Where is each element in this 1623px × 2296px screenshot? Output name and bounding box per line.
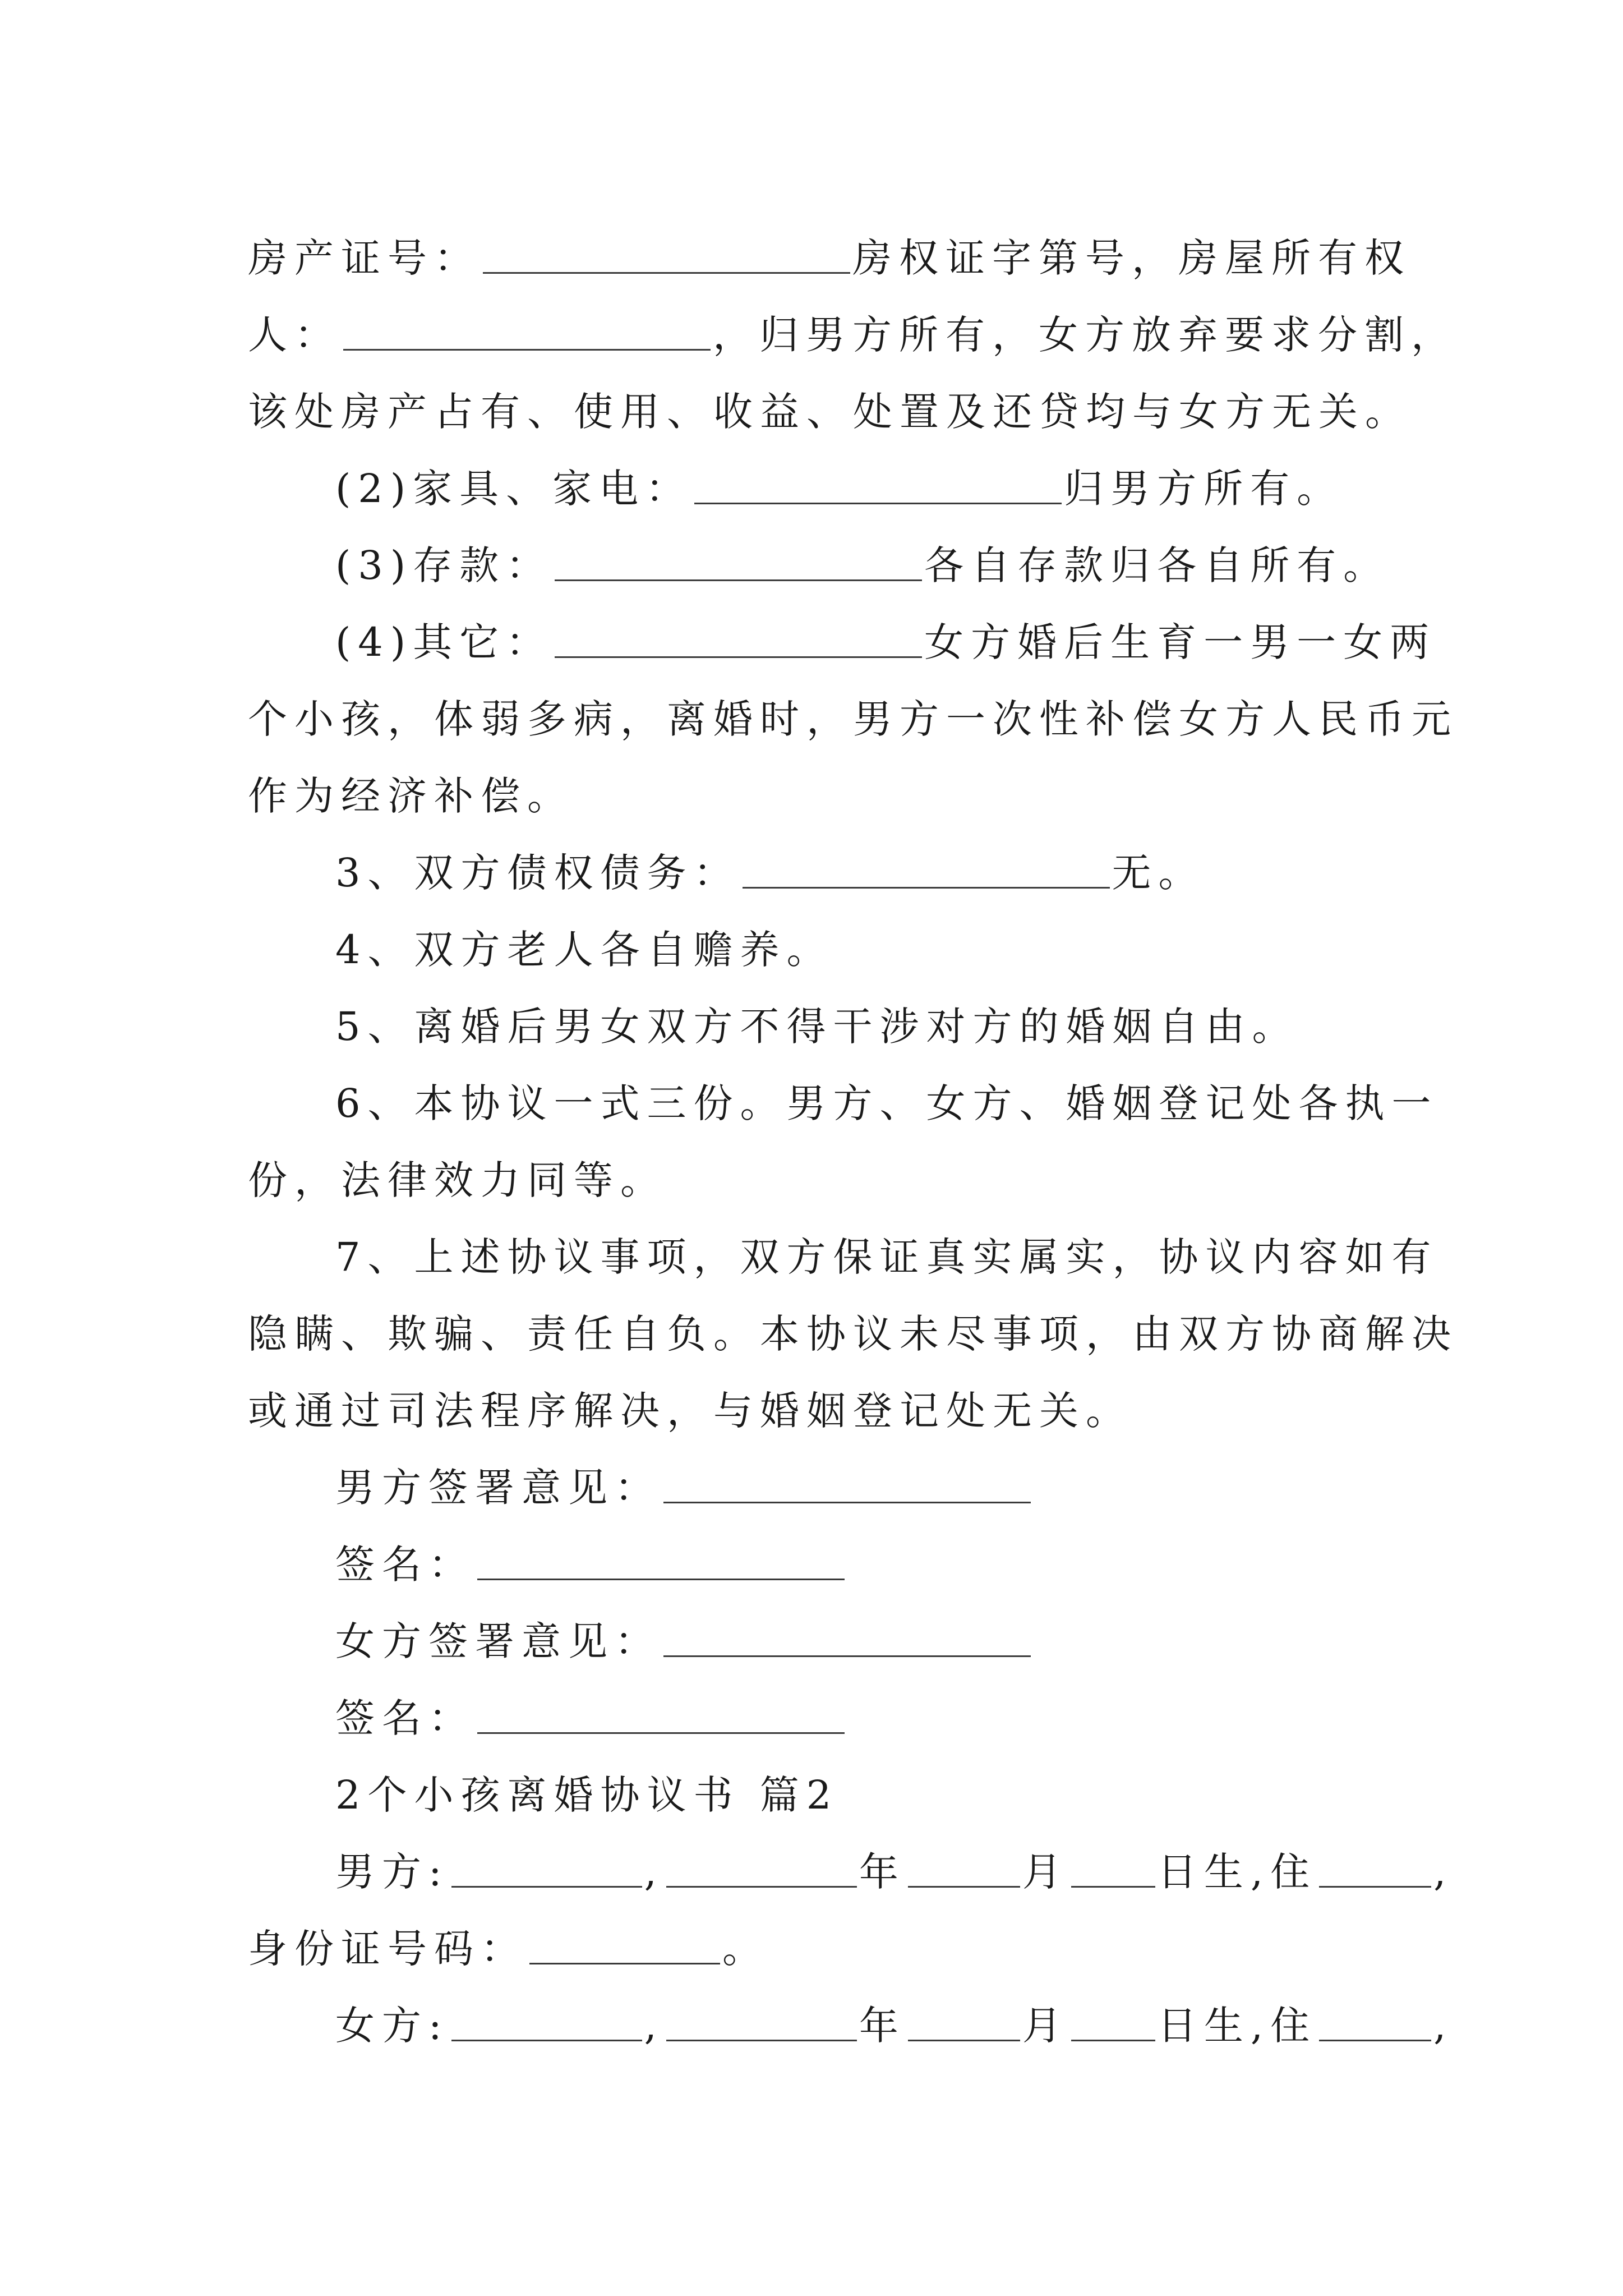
fill-in-blank [451, 2000, 642, 2041]
fill-in-blank [1319, 1847, 1431, 1888]
fill-in-blank [1319, 2000, 1431, 2041]
text: (2)家具、家电： [335, 466, 693, 512]
paragraph-line [248, 835, 1392, 912]
text: 年 [859, 1849, 906, 1895]
party-line [248, 1911, 1392, 1987]
text: 男方: [335, 1849, 449, 1895]
text: 。 [722, 1926, 769, 1972]
text: 人： [248, 312, 341, 358]
text: (3)存款： [335, 542, 553, 588]
paragraph-line [248, 450, 1392, 527]
fill-in-blank [555, 617, 922, 658]
fill-in-blank [663, 1462, 1031, 1503]
paragraph-line [248, 758, 1392, 835]
signature-line [248, 1603, 1392, 1680]
text: 6、本协议一式三份。男方、女方、婚姻登记处各执一 [335, 1080, 1438, 1126]
text: 房权证字第号，房屋所有权 [852, 235, 1411, 281]
fill-in-blank [1071, 1847, 1155, 1888]
paragraph-line [248, 1142, 1392, 1219]
paragraph-line [248, 912, 1392, 988]
text: 年 [859, 2003, 906, 2049]
fill-in-blank [694, 463, 1062, 504]
text: 签名： [335, 1695, 475, 1741]
text: 无。 [1112, 850, 1205, 896]
fill-in-blank [1071, 2000, 1155, 2041]
signature-line [248, 1450, 1392, 1526]
signature-line [248, 1526, 1392, 1603]
fill-in-blank [666, 2000, 857, 2041]
text: 作为经济补偿。 [248, 773, 574, 819]
paragraph-line [248, 1219, 1438, 1296]
paragraph-line [248, 1373, 1392, 1450]
text: 隐瞒、欺骗、责任自负。本协议未尽事项，由双方协商解决 [248, 1311, 1458, 1357]
document-body [248, 220, 1458, 2064]
text: , [644, 2003, 664, 2049]
text: 个小孩，体弱多病，离婚时，男方一次性补偿女方人民币元 [248, 696, 1458, 742]
text: 身份证号码： [248, 1926, 527, 1972]
text: , [644, 1849, 664, 1895]
text: 4、双方老人各自赡养。 [335, 927, 833, 973]
text: 女方签署意见： [335, 1618, 661, 1664]
fill-in-blank [663, 1616, 1031, 1657]
fill-in-blank [343, 310, 711, 351]
text: 各自存款归各自所有。 [924, 542, 1390, 588]
fill-in-blank [666, 1847, 857, 1888]
text: 3、双方债权债务： [335, 850, 740, 896]
text: 份，法律效力同等。 [248, 1157, 667, 1203]
paragraph-line [248, 604, 1437, 681]
fill-in-blank [743, 848, 1110, 889]
paragraph-line [248, 1065, 1438, 1142]
text: 日生,住 [1157, 1849, 1317, 1895]
fill-in-blank [477, 1539, 845, 1580]
fill-in-blank [908, 2000, 1020, 2041]
text: 7、上述协议事项，双方保证真实属实，协议内容如有 [335, 1234, 1438, 1280]
paragraph-line [248, 220, 1411, 297]
fill-in-blank [477, 1693, 845, 1734]
text: 房产证号： [248, 235, 481, 281]
fill-in-blank [483, 233, 850, 274]
paragraph-line [248, 374, 1412, 450]
text: 2个小孩离婚协议书 篇2 [335, 1772, 839, 1818]
text: 该处房产占有、使用、收益、处置及还贷均与女方无关。 [248, 389, 1412, 435]
paragraph-line [248, 1296, 1458, 1373]
fill-in-blank [529, 1924, 720, 1964]
paragraph-line [248, 988, 1392, 1065]
paragraph-line [248, 297, 1458, 374]
text: 签名： [335, 1542, 475, 1588]
text: (4)其它： [335, 619, 553, 665]
text: , [1433, 1849, 1454, 1895]
fill-in-blank [908, 1847, 1020, 1888]
text: 月 [1022, 2003, 1069, 2049]
text: 女方: [335, 2003, 449, 2049]
section-heading [248, 1757, 1392, 1834]
paragraph-line [248, 527, 1392, 604]
text: , [1433, 2003, 1454, 2049]
text: 月 [1022, 1849, 1069, 1895]
party-line [248, 1834, 1454, 1911]
party-line [248, 1987, 1454, 2064]
text: ，归男方所有，女方放弃要求分割， [713, 312, 1458, 358]
text: 日生,住 [1157, 2003, 1317, 2049]
text: 男方签署意见： [335, 1465, 661, 1511]
fill-in-blank [451, 1847, 642, 1888]
fill-in-blank [555, 540, 922, 581]
signature-line [248, 1680, 1392, 1757]
text: 女方婚后生育一男一女两 [924, 619, 1437, 665]
text: 或通过司法程序解决，与婚姻登记处无关。 [248, 1388, 1132, 1434]
paragraph-line [248, 681, 1458, 758]
text: 5、离婚后男女双方不得干涉对方的婚姻自由。 [335, 1004, 1299, 1050]
text: 归男方所有。 [1064, 466, 1344, 512]
